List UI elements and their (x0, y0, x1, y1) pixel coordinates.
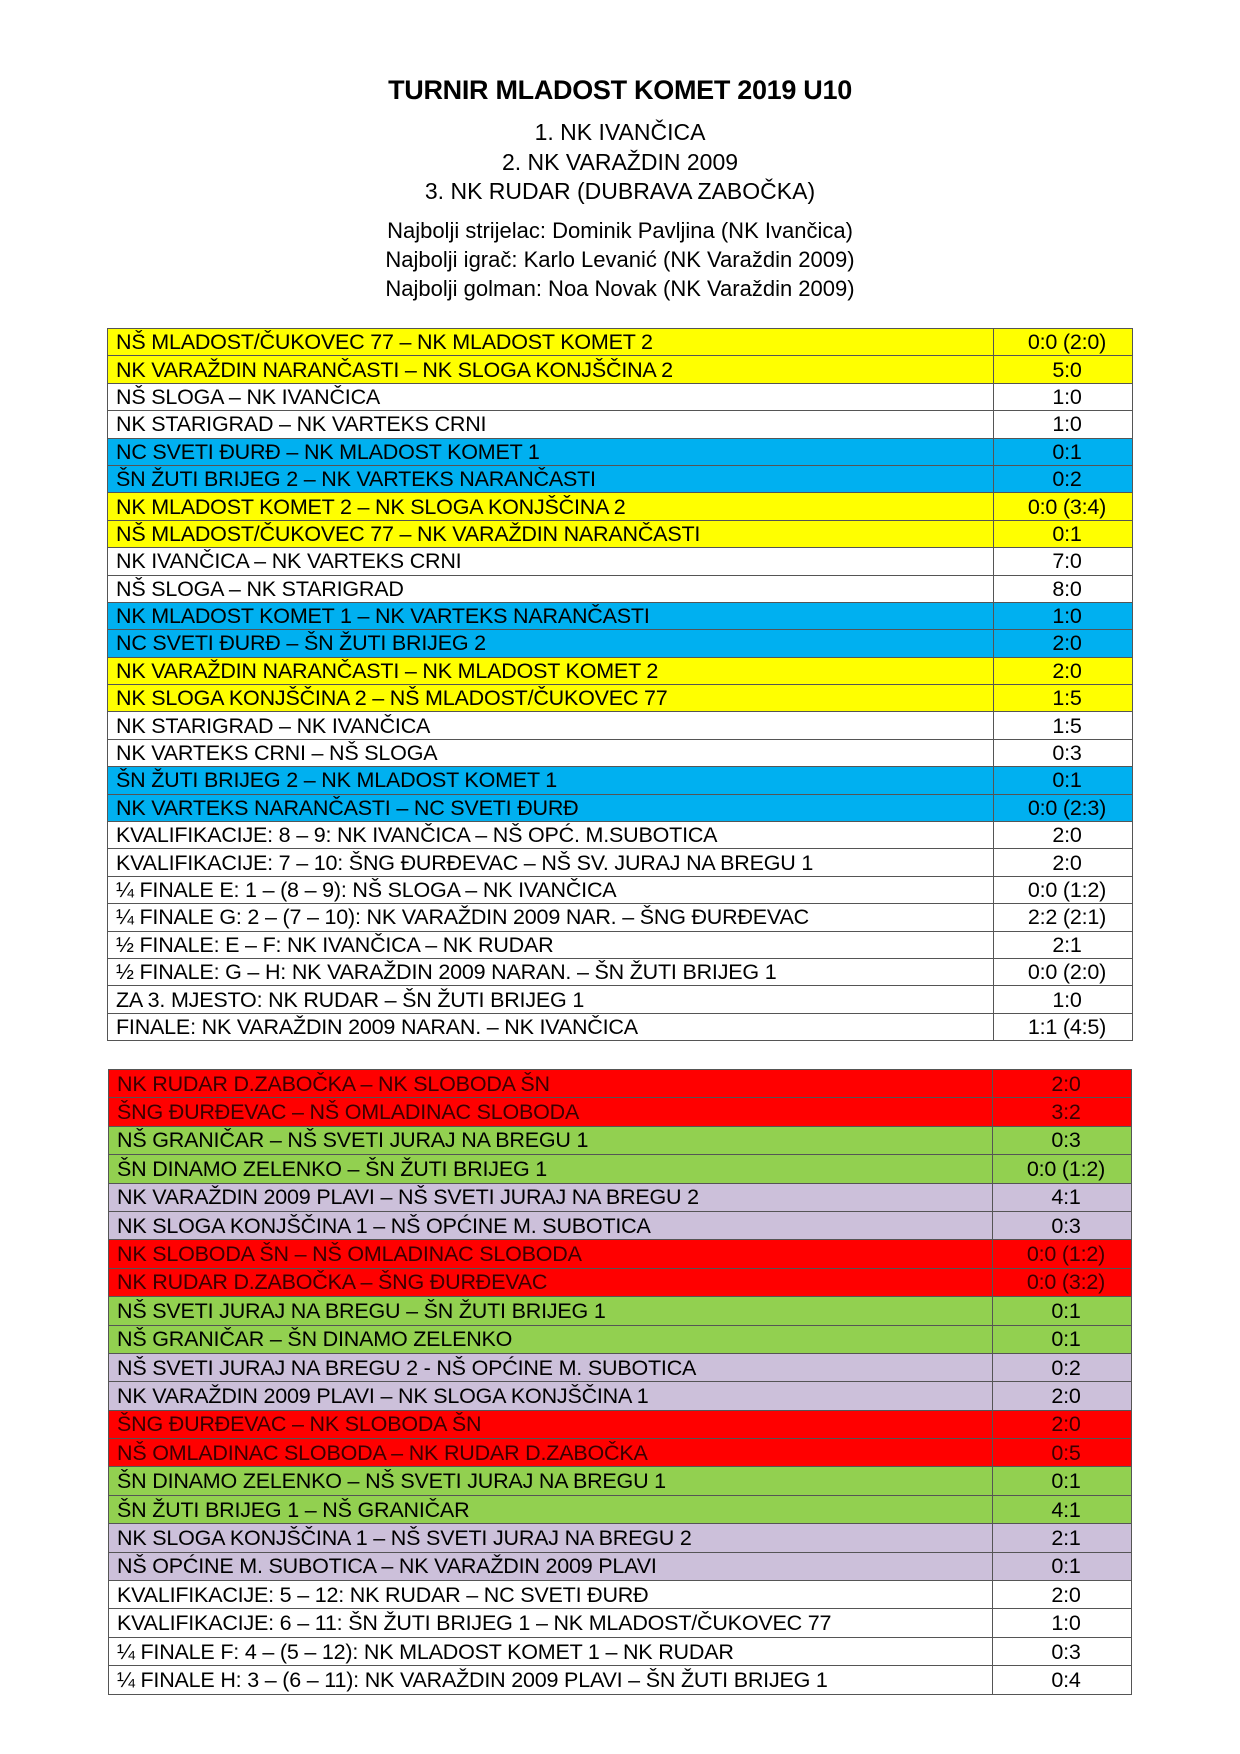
match-score: 3:2 (993, 1098, 1132, 1126)
match-row (108, 904, 1133, 931)
match-row (109, 1439, 1132, 1467)
match-row (108, 602, 1133, 629)
page-title: TURNIR MLADOST KOMET 2019 U10 (388, 75, 852, 105)
match-row (108, 438, 1133, 465)
match-score: 0:1 (993, 1297, 1132, 1325)
match-score: 0:3 (993, 1126, 1132, 1154)
match-teams: NK VARAŽDIN 2009 PLAVI – NŠ SVETI JURAJ NA BREGU 2 (109, 1183, 993, 1211)
match-teams: ½ FINALE: E – F: NK IVANČICA – NK RUDAR (108, 931, 994, 958)
match-score: 0:1 (993, 1325, 1132, 1353)
match-score: 5:0 (994, 356, 1133, 383)
match-score: 1:0 (994, 383, 1133, 410)
match-score: 0:1 (994, 767, 1133, 794)
match-score: 0:5 (993, 1439, 1132, 1467)
match-row (109, 1467, 1132, 1495)
ranking-second: 2. NK VARAŽDIN 2009 (501, 148, 739, 175)
match-row (109, 1609, 1132, 1637)
match-score: 0:0 (3:4) (994, 493, 1133, 520)
match-score: 1:5 (994, 685, 1133, 712)
match-score: 0:1 (993, 1552, 1132, 1580)
match-score: 0:3 (994, 739, 1133, 766)
match-row (109, 1155, 1132, 1183)
match-teams: ŠN DINAMO ZELENKO – NŠ SVETI JURAJ NA BREGU 1 (109, 1467, 993, 1495)
match-teams: ŠN ŽUTI BRIJEG 2 – NK VARTEKS NARANČASTI (108, 465, 994, 492)
match-row (109, 1297, 1132, 1325)
final-rankings (0, 118, 1240, 207)
individual-awards (0, 216, 1240, 303)
match-score: 2:0 (994, 630, 1133, 657)
match-teams: ŠN DINAMO ZELENKO – ŠN ŽUTI BRIJEG 1 (109, 1155, 993, 1183)
match-teams: KVALIFIKACIJE: 6 – 11: ŠN ŽUTI BRIJEG 1 – NK MLADOST/ČUKOVEC 77 (109, 1609, 993, 1637)
match-row (109, 1552, 1132, 1580)
match-teams: NK IVANČICA – NK VARTEKS CRNI (108, 548, 994, 575)
match-row (108, 575, 1133, 602)
results-table-1 (107, 328, 1133, 1041)
match-row (108, 712, 1133, 739)
match-teams: NŠ MLADOST/ČUKOVEC 77 – NK MLADOST KOMET 2 (108, 329, 994, 356)
match-teams: NK VARTEKS CRNI – NŠ SLOGA (108, 739, 994, 766)
match-row (108, 958, 1133, 985)
match-score: 1:0 (994, 411, 1133, 438)
match-row (109, 1382, 1132, 1410)
match-teams: NK STARIGRAD – NK VARTEKS CRNI (108, 411, 994, 438)
match-row (109, 1211, 1132, 1239)
match-score: 0:3 (993, 1637, 1132, 1665)
match-teams: ¼ FINALE G: 2 – (7 – 10): NK VARAŽDIN 2009 NAR. – ŠNG ĐURĐEVAC (108, 904, 994, 931)
match-row (108, 465, 1133, 492)
match-score: 1:0 (994, 602, 1133, 629)
match-teams: ZA 3. MJESTO: NK RUDAR – ŠN ŽUTI BRIJEG 1 (108, 986, 994, 1013)
match-row (108, 383, 1133, 410)
match-teams: ŠN ŽUTI BRIJEG 1 – NŠ GRANIČAR (109, 1495, 993, 1523)
match-row (109, 1183, 1132, 1211)
match-score: 0:3 (993, 1211, 1132, 1239)
match-teams: NK MLADOST KOMET 2 – NK SLOGA KONJŠČINA 2 (108, 493, 994, 520)
match-score: 8:0 (994, 575, 1133, 602)
match-score: 1:5 (994, 712, 1133, 739)
match-teams: NK SLOGA KONJŠČINA 1 – NŠ OPĆINE M. SUBOTICA (109, 1211, 993, 1239)
match-row (108, 739, 1133, 766)
match-row (109, 1070, 1132, 1098)
match-row (108, 493, 1133, 520)
match-teams: NŠ OPĆINE M. SUBOTICA – NK VARAŽDIN 2009 PLAVI (109, 1552, 993, 1580)
match-row (108, 356, 1133, 383)
match-row (108, 876, 1133, 903)
match-teams: ¼ FINALE H: 3 – (6 – 11): NK VARAŽDIN 2009 PLAVI – ŠN ŽUTI BRIJEG 1 (109, 1666, 993, 1694)
match-score: 2:0 (993, 1581, 1132, 1609)
match-teams: FINALE: NK VARAŽDIN 2009 NARAN. – NK IVANČICA (108, 1013, 994, 1040)
match-teams: KVALIFIKACIJE: 7 – 10: ŠNG ĐURĐEVAC – NŠ SV. JURAJ NA BREGU 1 (108, 849, 994, 876)
match-teams: NŠ SVETI JURAJ NA BREGU – ŠN ŽUTI BRIJEG 1 (109, 1297, 993, 1325)
match-teams: NK SLOGA KONJŠČINA 2 – NŠ MLADOST/ČUKOVEC 77 (108, 685, 994, 712)
match-teams: NK RUDAR D.ZABOČKA – NK SLOBODA ŠN (109, 1070, 993, 1098)
match-teams: ŠNG ĐURĐEVAC – NK SLOBODA ŠN (109, 1410, 993, 1438)
match-teams: NK VARAŽDIN NARANČASTI – NK SLOGA KONJŠČINA 2 (108, 356, 994, 383)
match-teams: KVALIFIKACIJE: 8 – 9: NK IVANČICA – NŠ OPĆ. M.SUBOTICA (108, 822, 994, 849)
match-row (108, 986, 1133, 1013)
match-row (109, 1098, 1132, 1126)
match-row (108, 822, 1133, 849)
match-score: 0:1 (994, 520, 1133, 547)
match-teams: NŠ GRANIČAR – ŠN DINAMO ZELENKO (109, 1325, 993, 1353)
match-row (109, 1581, 1132, 1609)
match-score: 2:1 (993, 1524, 1132, 1552)
match-score: 0:0 (1:2) (994, 876, 1133, 903)
match-teams: NK VARAŽDIN 2009 PLAVI – NK SLOGA KONJŠČINA 1 (109, 1382, 993, 1410)
match-teams: KVALIFIKACIJE: 5 – 12: NK RUDAR – NC SVETI ĐURĐ (109, 1581, 993, 1609)
match-teams: NŠ OMLADINAC SLOBODA – NK RUDAR D.ZABOČKA (109, 1439, 993, 1467)
match-teams: ¼ FINALE E: 1 – (8 – 9): NŠ SLOGA – NK IVANČICA (108, 876, 994, 903)
match-teams: NŠ SVETI JURAJ NA BREGU 2 - NŠ OPĆINE M. SUBOTICA (109, 1353, 993, 1381)
match-row (109, 1637, 1132, 1665)
match-teams: ŠN ŽUTI BRIJEG 2 – NK MLADOST KOMET 1 (108, 767, 994, 794)
match-score: 0:1 (994, 438, 1133, 465)
match-score: 0:2 (993, 1353, 1132, 1381)
match-row (108, 931, 1133, 958)
match-teams: NK SLOGA KONJŠČINA 1 – NŠ SVETI JURAJ NA BREGU 2 (109, 1524, 993, 1552)
match-teams: ¼ FINALE F: 4 – (5 – 12): NK MLADOST KOMET 1 – NK RUDAR (109, 1637, 993, 1665)
match-score: 0:2 (994, 465, 1133, 492)
match-row (109, 1410, 1132, 1438)
match-score: 0:0 (2:0) (994, 329, 1133, 356)
match-score: 0:0 (1:2) (993, 1155, 1132, 1183)
match-row (108, 548, 1133, 575)
award-best-goalkeeper: Najbolji golman: Noa Novak (NK Varaždin 2009) (385, 276, 855, 301)
ranking-third: 3. NK RUDAR (DUBRAVA ZABOČKA) (424, 178, 816, 204)
match-teams: NK MLADOST KOMET 1 – NK VARTEKS NARANČASTI (108, 602, 994, 629)
match-score: 2:2 (2:1) (994, 904, 1133, 931)
match-teams: ½ FINALE: G – H: NK VARAŽDIN 2009 NARAN. – ŠN ŽUTI BRIJEG 1 (108, 958, 994, 985)
match-row (109, 1524, 1132, 1552)
match-score: 0:4 (993, 1666, 1132, 1694)
match-teams: NK STARIGRAD – NK IVANČICA (108, 712, 994, 739)
match-row (108, 329, 1133, 356)
award-best-player: Najbolji igrač: Karlo Levanić (NK Varaždin 2009) (385, 247, 855, 272)
award-top-scorer: Najbolji strijelac: Dominik Pavljina (NK Ivančica) (387, 218, 853, 243)
match-score: 2:0 (993, 1382, 1132, 1410)
results-table-2 (108, 1069, 1132, 1695)
match-score: 1:1 (4:5) (994, 1013, 1133, 1040)
ranking-first: 1. NK IVANČICA (534, 119, 706, 145)
match-score: 2:0 (994, 822, 1133, 849)
match-teams: NŠ SLOGA – NK STARIGRAD (108, 575, 994, 602)
match-row (108, 630, 1133, 657)
match-row (108, 794, 1133, 821)
match-row (108, 1013, 1133, 1040)
match-score: 4:1 (993, 1183, 1132, 1211)
match-teams: NŠ MLADOST/ČUKOVEC 77 – NK VARAŽDIN NARANČASTI (108, 520, 994, 547)
match-score: 2:1 (994, 931, 1133, 958)
match-score: 7:0 (994, 548, 1133, 575)
match-row (108, 767, 1133, 794)
match-row (109, 1666, 1132, 1694)
match-teams: NK VARAŽDIN NARANČASTI – NK MLADOST KOMET 2 (108, 657, 994, 684)
match-teams: NC SVETI ĐURĐ – NK MLADOST KOMET 1 (108, 438, 994, 465)
match-row (109, 1325, 1132, 1353)
match-score: 0:0 (3:2) (993, 1268, 1132, 1296)
match-score: 2:0 (993, 1070, 1132, 1098)
match-row (108, 411, 1133, 438)
match-score: 2:0 (993, 1410, 1132, 1438)
match-row (109, 1353, 1132, 1381)
match-row (108, 657, 1133, 684)
match-row (109, 1126, 1132, 1154)
match-teams: NK RUDAR D.ZABOČKA – ŠNG ĐURĐEVAC (109, 1268, 993, 1296)
match-score: 4:1 (993, 1495, 1132, 1523)
match-row (108, 520, 1133, 547)
match-row (109, 1268, 1132, 1296)
match-row (108, 685, 1133, 712)
match-row (109, 1240, 1132, 1268)
match-score: 0:1 (993, 1467, 1132, 1495)
match-teams: NŠ GRANIČAR – NŠ SVETI JURAJ NA BREGU 1 (109, 1126, 993, 1154)
match-teams: ŠNG ĐURĐEVAC – NŠ OMLADINAC SLOBODA (109, 1098, 993, 1126)
match-score: 2:0 (994, 657, 1133, 684)
match-row (109, 1495, 1132, 1523)
match-teams: NK VARTEKS NARANČASTI – NC SVETI ĐURĐ (108, 794, 994, 821)
match-score: 0:0 (2:0) (994, 958, 1133, 985)
match-score: 1:0 (994, 986, 1133, 1013)
match-score: 2:0 (994, 849, 1133, 876)
match-teams: NC SVETI ĐURĐ – ŠN ŽUTI BRIJEG 2 (108, 630, 994, 657)
match-row (108, 849, 1133, 876)
match-score: 0:0 (2:3) (994, 794, 1133, 821)
match-score: 0:0 (1:2) (993, 1240, 1132, 1268)
match-score: 1:0 (993, 1609, 1132, 1637)
match-teams: NK SLOBODA ŠN – NŠ OMLADINAC SLOBODA (109, 1240, 993, 1268)
match-teams: NŠ SLOGA – NK IVANČICA (108, 383, 994, 410)
